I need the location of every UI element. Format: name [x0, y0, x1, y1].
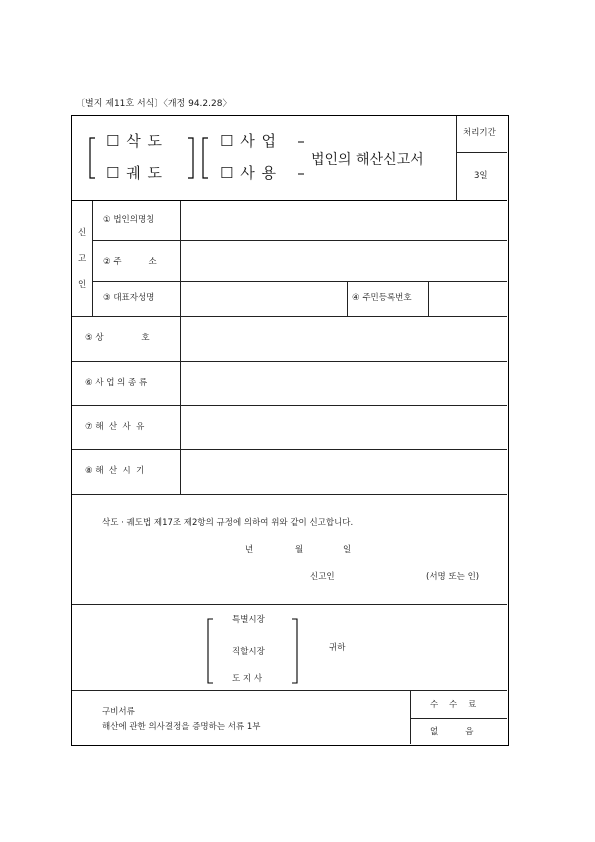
documents-item: 해산에 관한 의사결정을 증명하는 서류 1부 [102, 722, 261, 732]
applicant-label-char: 고 [78, 254, 87, 264]
honorific: 귀하 [329, 643, 346, 653]
dissolution-reason-field[interactable] [181, 406, 507, 449]
processing-divider [456, 152, 507, 153]
year-label: 년 [245, 545, 254, 555]
fee-rule [410, 718, 507, 719]
declaration-text: 삭도 · 궤도법 제17조 제2항의 규정에 의하여 위와 같이 신고합니다. [102, 518, 354, 528]
applicant-label-char: 인 [78, 280, 87, 290]
business-type-field[interactable] [181, 362, 507, 405]
month-label: 월 [295, 545, 304, 555]
processing-period-value: 3일 [474, 171, 488, 181]
applicant-label-char: 신 [78, 228, 87, 238]
business-type-label: ⑥ 사 업 의 종 류 [85, 378, 148, 388]
dissolution-date-label: ⑧ 해 산 시 기 [85, 466, 145, 476]
regno-left-divider [347, 282, 348, 316]
address-label: ② 주 소 [103, 257, 157, 267]
dissolution-reason-label: ⑦ 해 산 사 유 [85, 422, 145, 432]
title-divider [456, 116, 457, 200]
fee-label: 수 수 료 [430, 700, 477, 710]
representative-field[interactable] [181, 282, 347, 316]
option-track: ☐ 궤 도 [106, 164, 163, 182]
option-cable-railway: ☐ 삭 도 [106, 132, 163, 150]
section-rule [72, 604, 507, 605]
documents-label: 구비서류 [102, 707, 135, 717]
resident-number-label: ④ 주민등록번호 [352, 293, 412, 303]
trade-name-label: ⑤ 상 호 [85, 333, 150, 343]
option-business: ☐ 사 업 [220, 132, 277, 150]
trade-name-field[interactable] [181, 318, 507, 361]
representative-label: ③ 대표자성명 [103, 293, 155, 303]
reporter-label: 신고인 [310, 572, 335, 582]
fee-value: 없 음 [430, 727, 474, 737]
dissolution-date-field[interactable] [181, 450, 507, 494]
corp-name-field[interactable] [181, 202, 507, 240]
recipient-option: 직할시장 [232, 647, 265, 657]
form-reference: 〔별지 제11호 서식〕〈개정 94.2.28〉 [76, 99, 232, 109]
option-use: ☐ 사 용 [220, 164, 277, 182]
applicant-label-divider [92, 201, 93, 316]
row-rule [72, 494, 507, 495]
resident-number-field[interactable] [429, 282, 507, 316]
day-label: 일 [343, 545, 352, 555]
processing-period-label: 처리기간 [463, 128, 496, 138]
corp-name-label: ① 법인의명칭 [103, 215, 155, 225]
row-rule [72, 316, 507, 317]
section-rule [72, 690, 507, 691]
address-field[interactable] [181, 241, 507, 281]
recipient-option: 특별시장 [232, 615, 265, 625]
signature-label: (서명 또는 인) [426, 572, 480, 582]
form-title: 법인의 해산신고서 [311, 152, 424, 168]
recipient-option: 도 지 사 [232, 674, 263, 684]
